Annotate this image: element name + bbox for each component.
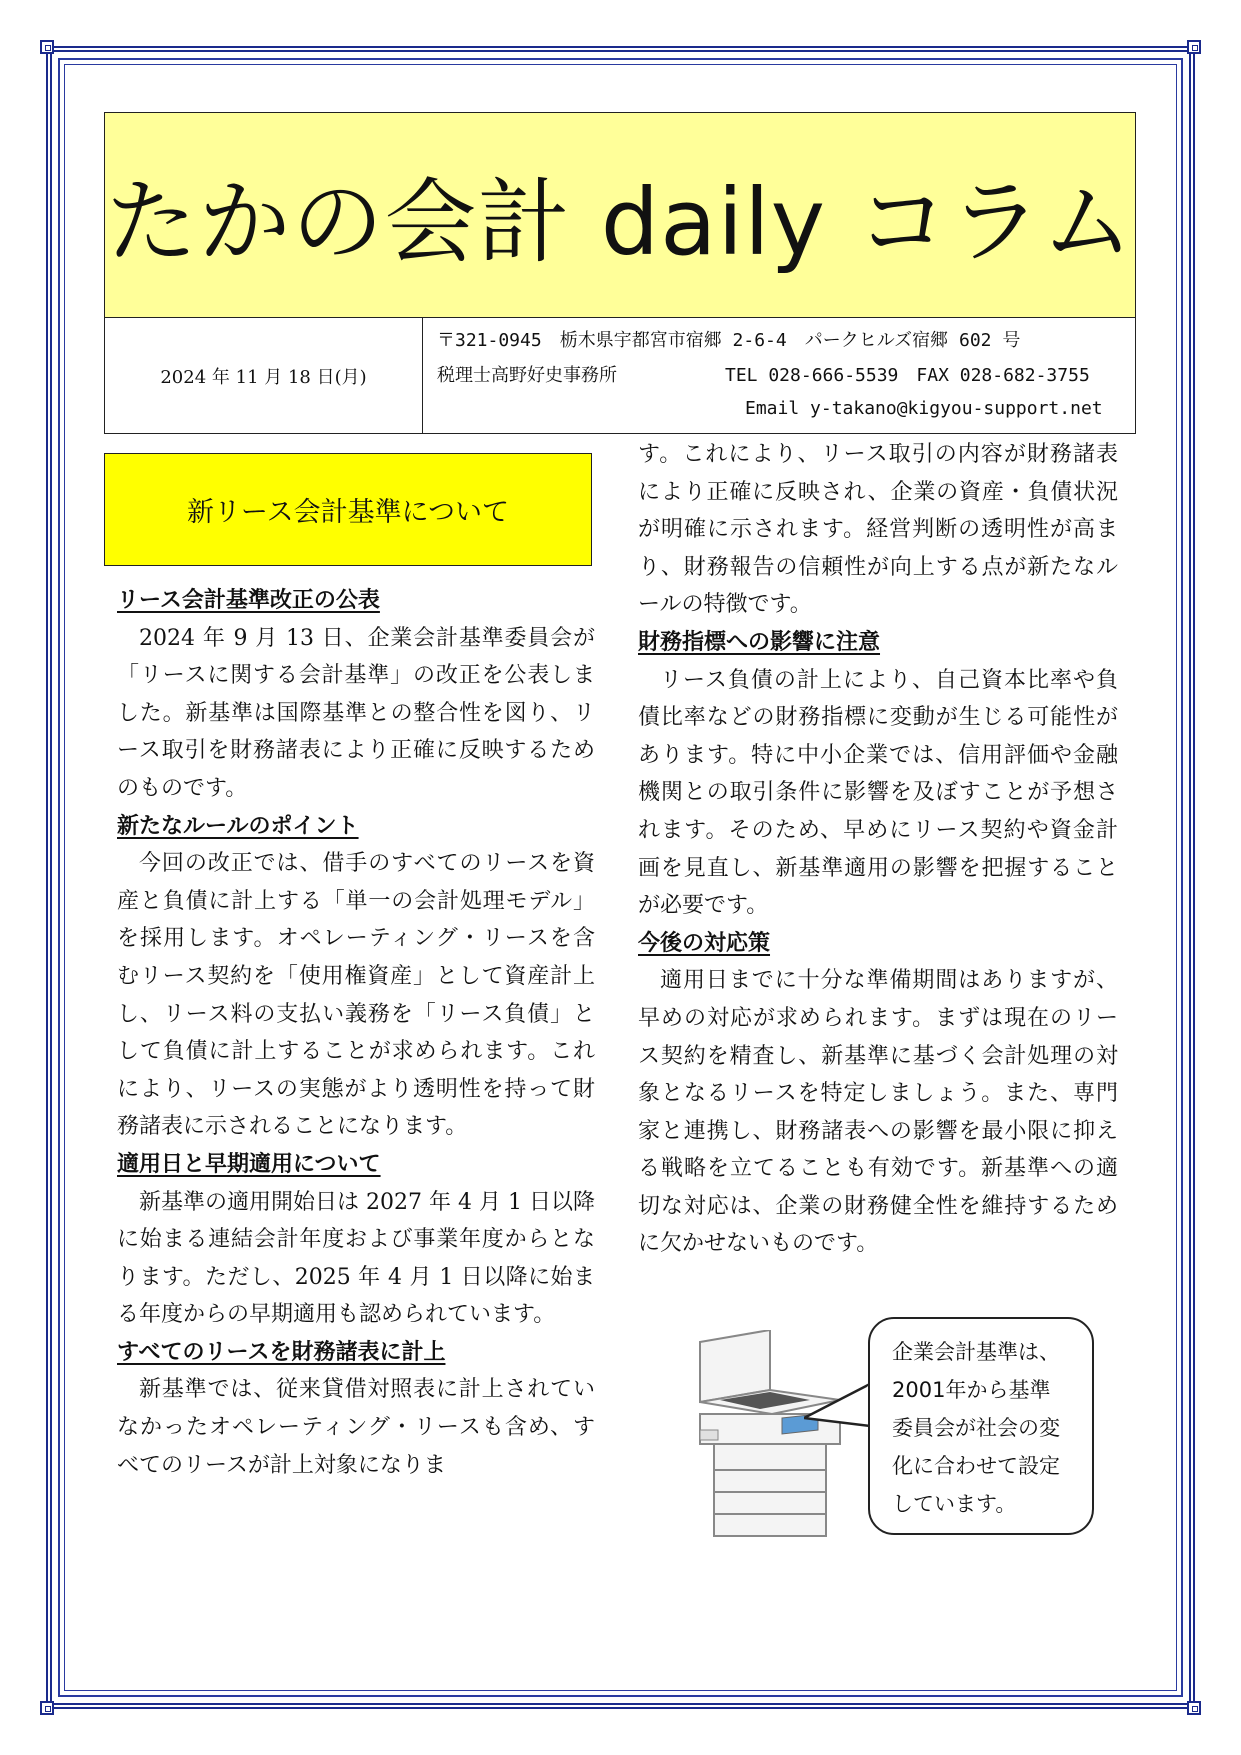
section-heading: 財務指標への影響に注意 bbox=[638, 629, 881, 655]
section-body: 適用日までに十分な準備期間はありますが、早めの対応が求められます。まずは現在のリース契約を精査し、新基準に基づく会計処理の対象となるリースを特定しましょう。また、専門家と連携し、財務諸表への影響を最小限に抑える戦略を立てることも有効です。新基準への適切な対応は、企業の財務健全性を維持するために欠かせないものです。 bbox=[638, 968, 1118, 1257]
section-body: 今回の改正では、借手のすべてのリースを資産と負債に計上する「単一の会計処理モデル」を採用します。オペレーティング・リースを含むリース契約を「使用権資産」として資産計上し、リース料の支払い義務を「リース負債」として負債に計上することが求められます。これにより、リースの実態がより透明性を持って財務諸表に示されることになります。 bbox=[117, 851, 595, 1140]
frame-corner-ornament bbox=[40, 1701, 54, 1715]
frame-corner-ornament bbox=[40, 40, 54, 54]
bubble-line: しています。 bbox=[892, 1492, 1017, 1516]
section-body-continued: す。これにより、リース取引の内容が財務諸表により正確に反映され、企業の資産・負債状況が明確に示されます。経営判断の透明性が高まり、財務報告の信頼性が向上する点が新たなルールの特徴です。 bbox=[638, 442, 1118, 618]
bubble-line: 化に合わせて設定 bbox=[892, 1454, 1060, 1478]
article-title-box bbox=[104, 453, 592, 566]
office-name: 税理士高野好史事務所 bbox=[437, 365, 617, 386]
article-title: 新リース会計基準について bbox=[186, 497, 510, 528]
section-body: 新基準の適用開始日は 2027 年 4 月 1 日以降に始まる連結会計年度および事業年度からとなります。ただし、2025 年 4 月 1 日以降に始まる年度からの早期適用も認められています。 bbox=[117, 1189, 595, 1328]
section-body: 新基準では、従来貸借対照表に計上されていなかったオペレーティング・リースも含め、すべてのリースが計上対象になりま bbox=[117, 1377, 595, 1478]
section-body: 2024 年 9 月 13 日、企業会計基準委員会が「リースに関する会計基準」の改正を公表しました。新基準は国際基準との整合性を図り、リース取引を財務諸表により正確に反映するためのものです。 bbox=[117, 625, 595, 801]
section-heading: リース会計基準改正の公表 bbox=[117, 588, 380, 613]
left-column bbox=[117, 582, 595, 1484]
bubble-line: 委員会が社会の変 bbox=[892, 1416, 1060, 1440]
section-body: リース負債の計上により、自己資本比率や負債比率などの財務指標に変動が生じる可能性があります。特に中小企業では、信用評価や金融機関との取引条件に影響を及ぼすことが予想されます。そのため、早めにリース契約や資金計画を見直し、新基準適用の影響を把握することが必要です。 bbox=[638, 667, 1118, 919]
right-column bbox=[638, 436, 1118, 1263]
copier-icon bbox=[690, 1330, 850, 1550]
masthead bbox=[104, 112, 1136, 318]
frame-corner-ornament bbox=[1187, 40, 1201, 54]
office-email: Email y-takano@kigyou-support.net bbox=[745, 398, 1103, 419]
section-heading: 今後の対応策 bbox=[638, 930, 771, 956]
bubble-line: 企業会計基準は、 bbox=[892, 1340, 1060, 1364]
speech-bubble bbox=[868, 1317, 1094, 1535]
frame-corner-ornament bbox=[1187, 1701, 1201, 1715]
office-address: 〒321-0945 栃木県宇都宮市宿郷 2-6-4 パークヒルズ宿郷 602 号 bbox=[437, 330, 1021, 351]
masthead-title: たかの会計 daily コラム bbox=[105, 169, 1135, 276]
issue-date: 2024 年 11 月 18 日(月) bbox=[105, 318, 423, 433]
section-heading: 新たなルールのポイント bbox=[117, 813, 359, 839]
speech-bubble-tail bbox=[804, 1378, 874, 1438]
bubble-line: 2001年から基準 bbox=[892, 1378, 1051, 1402]
office-tel-fax: TEL 028-666-5539 FAX 028-682-3755 bbox=[725, 365, 1090, 386]
section-heading: 適用日と早期適用について bbox=[117, 1151, 381, 1177]
info-bar bbox=[104, 317, 1136, 434]
section-heading: すべてのリースを財務諸表に計上 bbox=[117, 1339, 446, 1365]
